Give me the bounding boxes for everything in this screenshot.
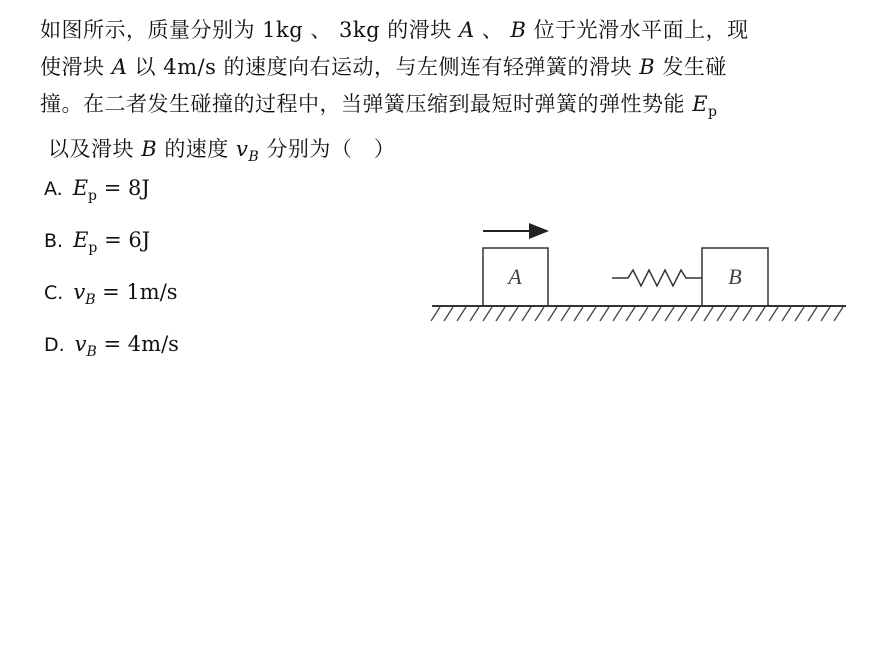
- hatch-stroke: [431, 307, 440, 321]
- hatch-stroke: [769, 307, 778, 321]
- option-c[interactable]: C. $v_B = 1m/s$: [44, 280, 178, 308]
- hatch-stroke: [600, 307, 609, 321]
- hatch-stroke: [496, 307, 505, 321]
- option-letter: B.: [44, 230, 64, 252]
- stem-line-2: 使滑块 A 以 4m/s 的速度向右运动，与左侧连有轻弹簧的滑块 B 发生碰: [40, 55, 727, 79]
- hatch-stroke: [522, 307, 531, 321]
- hatch-stroke: [444, 307, 453, 321]
- hatch-stroke: [756, 307, 765, 321]
- hatch-stroke: [743, 307, 752, 321]
- hatch-stroke: [834, 307, 843, 321]
- hatch-stroke: [561, 307, 570, 321]
- hatch-stroke: [678, 307, 687, 321]
- hatch-stroke: [652, 307, 661, 321]
- hatch-stroke: [626, 307, 635, 321]
- hatch-stroke: [782, 307, 791, 321]
- spring: [612, 270, 702, 286]
- hatch-stroke: [665, 307, 674, 321]
- hatch-stroke: [587, 307, 596, 321]
- hatch-stroke: [613, 307, 622, 321]
- hatch-stroke: [717, 307, 726, 321]
- option-letter: A.: [44, 178, 63, 200]
- option-letter: D.: [44, 334, 65, 356]
- hatch-stroke: [470, 307, 479, 321]
- hatch-stroke: [535, 307, 544, 321]
- hatch-stroke: [730, 307, 739, 321]
- hatch-stroke: [795, 307, 804, 321]
- block-b-label: B: [728, 264, 742, 289]
- option-a[interactable]: A. $E_p = 8J$: [44, 176, 150, 204]
- option-b[interactable]: B. $E_p = 6J$: [44, 228, 151, 256]
- hatch-stroke: [509, 307, 518, 321]
- stem-line-4: 以及滑块 B 的速度 $v_B$ 分别为（ ）: [48, 137, 396, 165]
- hatch-stroke: [639, 307, 648, 321]
- hatch-stroke: [821, 307, 830, 321]
- option-letter: C.: [44, 282, 64, 304]
- option-d[interactable]: D. $v_B = 4m/s$: [44, 332, 179, 360]
- hatch-stroke: [808, 307, 817, 321]
- hatch-stroke: [483, 307, 492, 321]
- hatch-stroke: [548, 307, 557, 321]
- block-a-label: A: [508, 264, 522, 289]
- stem-line-1: 如图所示，质量分别为 1kg 、 3kg 的滑块 A 、 B 位于光滑水平面上，现: [40, 18, 749, 42]
- ground-hatching: [431, 307, 843, 321]
- stem-line-3: 撞。在二者发生碰撞的过程中，当弹簧压缩到最短时弹簧的弹性势能 $E_p$: [40, 92, 718, 120]
- hatch-stroke: [574, 307, 583, 321]
- hatch-stroke: [457, 307, 466, 321]
- hatch-stroke: [691, 307, 700, 321]
- hatch-stroke: [704, 307, 713, 321]
